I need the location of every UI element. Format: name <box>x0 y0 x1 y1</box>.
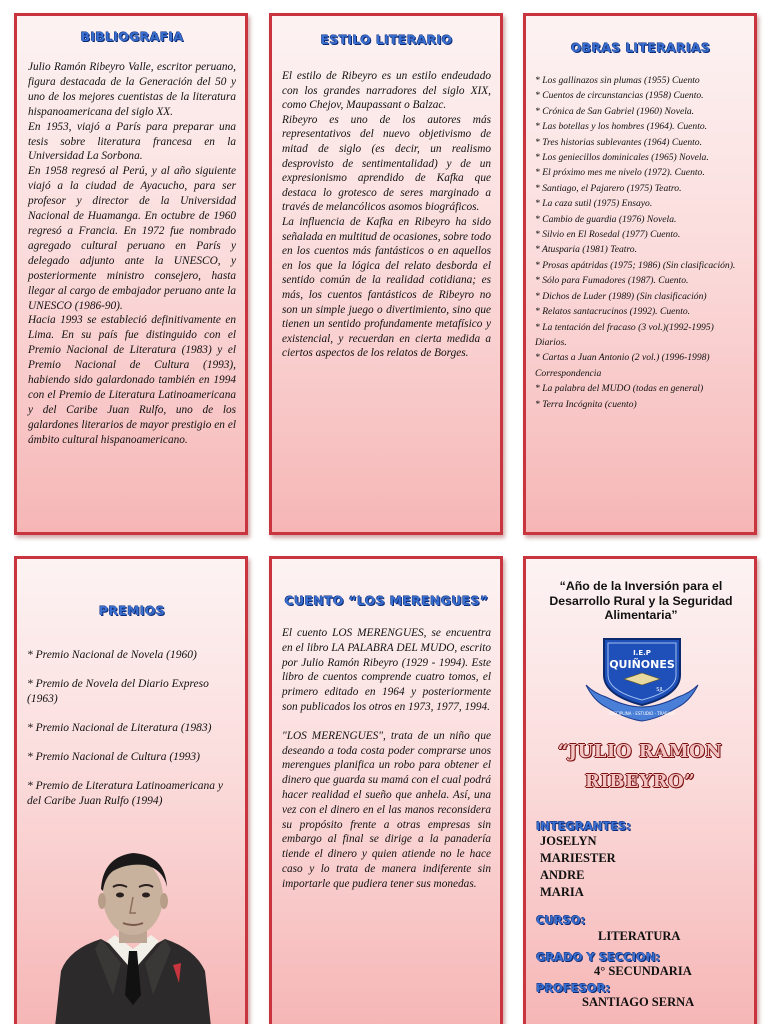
cuento-title: CUENTO “LOS MERENGUES” <box>284 593 489 608</box>
premio-item: * Premio de Literatura Latinoamericana y del Caribe Juan Rulfo (1994) <box>27 780 224 807</box>
estilo-paragraph: Ribeyro es uno de los autores más representativos del nuevo objetivismo de mitad de siglo (es decir, un realismo desprovisto de sentimentalidad) y de un expresionismo aprendido de Kafka que destaca lo grotesco de seres marginado a través de melancólicos asomos biográficos. <box>282 113 491 214</box>
cover-name-line2: RIBEYRO” <box>584 771 696 792</box>
logo-name-text: QUIÑONES <box>609 658 675 671</box>
cuento-text <box>282 626 491 892</box>
bibliografia-panel <box>14 13 248 535</box>
grado-label: GRADO Y SECCION: <box>536 950 661 964</box>
estilo-title: ESTILO LITERARIO <box>320 32 453 47</box>
bibliografia-paragraph: Hacia 1993 se estableció definitivamente en Lima. En su país fue distinguido con el Premio Nacional de Literatura (1983) y el Premio Nacional de Cultura (1993), habiendo sido galardonado también en 1994 con el Premio de Literatura Latinoamericana y del Caribe Juan Rulfo, uno de los galardones literarios de mayor prestigio en el ámbito cultural hispanoamericano. <box>28 314 236 446</box>
obra-item: * El próximo mes me nivelo (1972). Cuento. <box>535 167 705 179</box>
integrante-name: MARIESTER <box>540 851 616 865</box>
profesor-label: PROFESOR: <box>536 981 611 995</box>
premios-list <box>27 648 237 809</box>
obra-item: * Cuentos de circunstancias (1958) Cuento. <box>535 90 704 102</box>
obras-title: OBRAS LITERARIAS <box>570 40 711 55</box>
obra-item: * Prosas apátridas (1975; 1986) (Sin clasificación). <box>535 259 736 271</box>
curso-value: LITERATURA <box>598 929 681 943</box>
author-portrait <box>55 845 211 1024</box>
premio-item: * Premio de Novela del Diario Expreso (1963) <box>27 678 209 705</box>
obras-panel <box>523 13 757 535</box>
premio-item: * Premio Nacional de Cultura (1993) <box>27 751 201 763</box>
school-shield-icon <box>582 631 702 723</box>
author-portrait-illustration <box>55 845 211 1024</box>
cover-panel <box>523 556 757 1024</box>
obra-item: * Los geniecillos dominicales (1965) Novela. <box>535 152 709 164</box>
cover-motto: “Año de la Inversión para el Desarrollo Rural y la Seguridad Alimentaria” <box>549 579 733 622</box>
obra-item: * Dichos de Luder (1989) (Sin clasificación) <box>535 290 707 302</box>
cover-name-line1: “JULIO RAMON <box>557 741 723 762</box>
bibliografia-paragraph: En 1953, viajó a París para preparar una tesis sobre literatura francesa en la Universidad La Sorbona. <box>28 120 236 163</box>
grado-value: 4° SECUNDARIA <box>594 964 692 978</box>
integrante-name: JOSELYN <box>540 834 597 848</box>
logo-sjl-text: SJL <box>656 687 664 693</box>
obra-item: * Cambio de guardia (1976) Novela. <box>535 213 677 225</box>
obra-item: * Relatos santacrucinos (1992). Cuento. <box>535 306 691 318</box>
logo-motto-text: DISCIPLINA - ESTUDIO - TRABAJO <box>609 711 675 716</box>
obra-item: * Atusparia (1981) Teatro. <box>535 244 637 256</box>
obra-item: * Terra Incógnita (cuento) <box>535 398 637 410</box>
integrantes-label: INTEGRANTES: <box>536 819 632 833</box>
obra-item: * La palabra del MUDO (todas en general) <box>535 383 704 395</box>
obra-item: * Santiago, el Pajarero (1975) Teatro. <box>535 182 682 194</box>
integrante-name: ANDRE <box>540 868 585 882</box>
obra-item: * Sólo para Fumadores (1987). Cuento. <box>535 275 689 287</box>
premio-item: * Premio Nacional de Novela (1960) <box>27 649 197 661</box>
cover-name <box>526 737 754 797</box>
obra-item: * Cartas a Juan Antonio (2 vol.) (1996-1998) Correspondencia <box>535 352 710 379</box>
cuento-paragraph: "LOS MERENGUES", trata de un niño que deseando a toda costa poder comprarse unos merengues planifica un robo para obtener el dinero que guarda su mamá con el cual podrá hacer realidad el sueño que anhela. Así, una vez con el dinero en el las manos reconsidera su propósito frente a otras empresas sin embargo al final se dirige a la panadería tiende el dinero y quien atiende no le hace caso y lo trata de manera indiferente sin importarle que pudiera tener sus monedas. <box>282 729 491 890</box>
cuento-paragraph: El cuento LOS MERENGUES, se encuentra en el libro LA PALABRA DEL MUDO, escrito por Julio Ramón Ribeyro (1929 - 1994). Este libro de cuentos comprende cuatro tomos, el primero editado en 1964 y posteriormente son publicados los otros en 1973, 1977, 1994. <box>282 627 491 713</box>
obra-item: * La caza sutil (1975) Ensayo. <box>535 198 653 210</box>
curso-label: CURSO: <box>536 913 586 927</box>
bibliografia-title: BIBLIOGRAFIA <box>80 29 184 44</box>
bibliografia-paragraph: En 1958 regresó al Perú, y al año siguiente viajó a la ciudad de Ayacucho, para ser profesor y director de la Universidad Nacional de Huamanga. En octubre de 1960 regresó a Francia. En 1972 fue nombrado agregado cultural peruano en París y delegado adjunto ante la UNESCO, y posteriormente ministro consejero, hasta llegar al cargo de embajador peruano ante la UNESCO (1986-90). <box>28 165 236 312</box>
cuento-panel <box>269 556 503 1024</box>
obra-item: * Crónica de San Gabriel (1960) Novela. <box>535 105 695 117</box>
obra-item: * Silvio en El Rosedal (1977) Cuento. <box>535 229 681 241</box>
premios-panel <box>14 556 248 1024</box>
estilo-paragraph: La influencia de Kafka en Ribeyro ha sido señalada en multitud de ocasiones, sobre todo en los cuentos más fantásticos o en aquellos en los que la lógica del relato desborda el sentido común de la realidad cotidiana; es más, los cuentos fantásticos de Ribeyro no son un simple juego o divertimiento, sino que tienen un sentido profundamente metafísico y existencial, y recuerdan en cierta medida a ciertos aspectos de los relatos de Borges. <box>282 215 491 360</box>
obra-item: * Las botellas y los hombres (1964). Cuento. <box>535 121 708 133</box>
logo-iep-text: I.E.P <box>633 649 651 657</box>
estilo-text <box>282 69 491 361</box>
school-logo <box>582 631 702 723</box>
integrante-name: MARIA <box>540 885 584 899</box>
obra-item: * La tentación del fracaso (3 vol.)(1992-1995) Diarios. <box>535 321 714 348</box>
profesor-value: SANTIAGO SERNA <box>582 995 695 1009</box>
estilo-panel <box>269 13 503 535</box>
bibliografia-text <box>28 60 236 448</box>
premios-title: PREMIOS <box>98 603 166 618</box>
obras-list <box>535 73 746 412</box>
bibliografia-paragraph: Julio Ramón Ribeyro Valle, escritor peruano, figura destacada de la Generación del 50 y uno de los mejores cuentistas de la literatura hispanoamericana del siglo XX. <box>28 61 236 118</box>
cover-details <box>536 819 750 1010</box>
obra-item: * Los gallinazos sin plumas (1955) Cuento <box>535 75 700 86</box>
integrantes-list <box>536 833 750 901</box>
obra-item: * Tres historias sublevantes (1964) Cuento. <box>535 136 702 148</box>
estilo-paragraph: El estilo de Ribeyro es un estilo endeudado con los grandes narradores del siglo XIX, como Chejov, Maupassant o Balzac. <box>282 70 491 112</box>
premio-item: * Premio Nacional de Literatura (1983) <box>27 722 212 734</box>
